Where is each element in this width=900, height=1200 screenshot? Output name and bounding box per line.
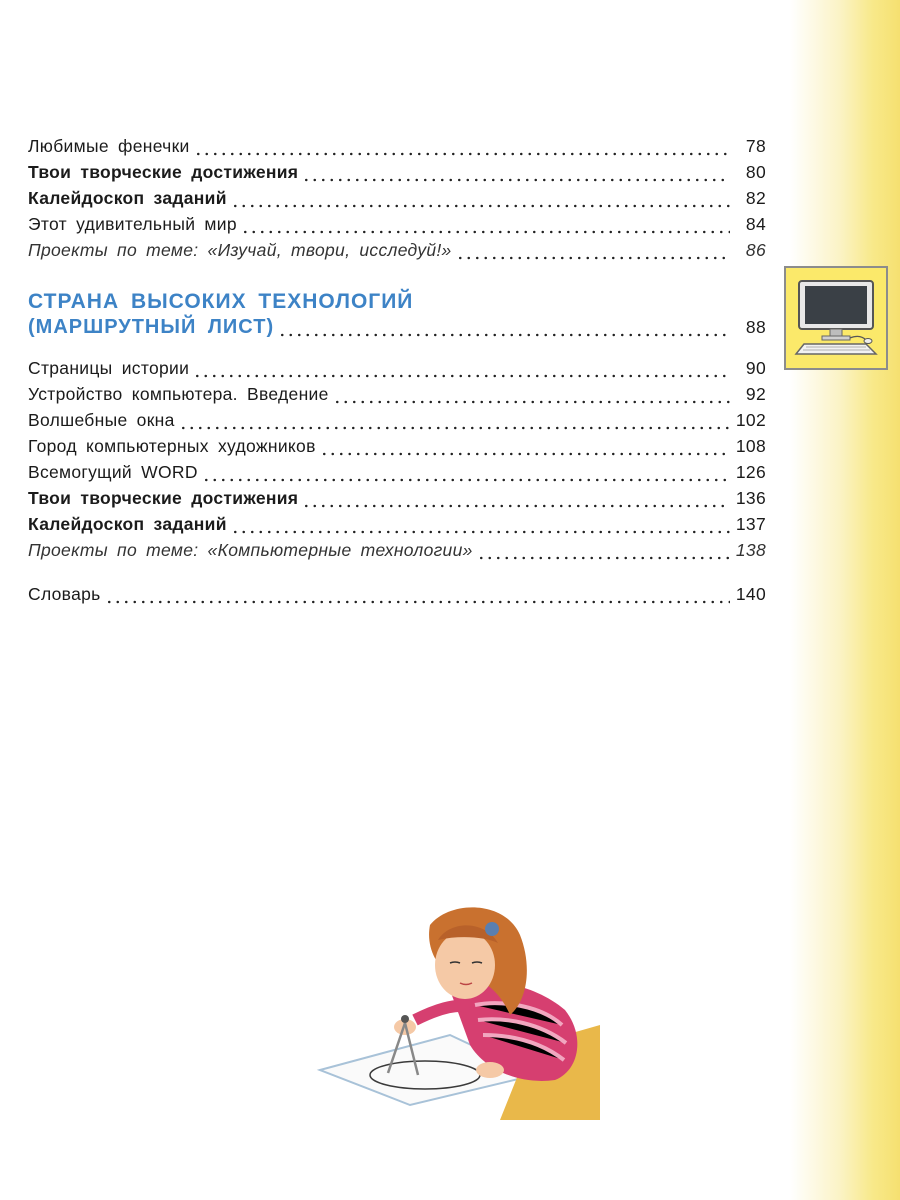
dot-leader xyxy=(231,204,730,208)
toc-entry-page: 136 xyxy=(735,488,766,508)
toc-entry-page: 84 xyxy=(745,214,766,234)
toc-entry[interactable] xyxy=(28,136,766,162)
section-page-number: 88 xyxy=(745,317,766,337)
toc-entry-title: Город компьютерных художников xyxy=(28,436,316,456)
computer-monitor-icon xyxy=(784,266,888,370)
toc-entry-title: Проекты по теме: «Изучай, твори, исследуй!» xyxy=(28,240,452,260)
dot-leader xyxy=(278,333,730,337)
toc-entry-page: 80 xyxy=(745,162,766,182)
dot-leader xyxy=(231,530,730,534)
toc-entry[interactable] xyxy=(28,514,766,540)
toc-entry-page: 138 xyxy=(735,540,766,560)
dot-leader xyxy=(193,374,730,378)
table-of-contents xyxy=(28,136,766,610)
toc-entry[interactable] xyxy=(28,240,766,266)
dot-leader xyxy=(194,152,730,156)
toc-entry[interactable] xyxy=(28,462,766,488)
toc-entry-page: 126 xyxy=(735,462,766,482)
toc-entry-title: Калейдоскоп заданий xyxy=(28,188,227,208)
toc-entry-glossary[interactable] xyxy=(28,584,766,610)
toc-entry[interactable] xyxy=(28,162,766,188)
toc-entry-title: Этот удивительный мир xyxy=(28,214,237,234)
toc-entry[interactable] xyxy=(28,384,766,410)
girl-drawing-illustration xyxy=(300,895,600,1125)
toc-entry[interactable] xyxy=(28,214,766,240)
toc-entry-title: Словарь xyxy=(28,584,101,604)
dot-leader xyxy=(105,600,730,604)
section-title-line1: СТРАНА ВЫСОКИХ ТЕХНОЛОГИЙ xyxy=(28,290,414,313)
toc-entry[interactable] xyxy=(28,540,766,566)
toc-entry-title: Волшебные окна xyxy=(28,410,175,430)
toc-group-2 xyxy=(28,358,766,566)
dot-leader xyxy=(241,230,730,234)
toc-entry[interactable] xyxy=(28,436,766,462)
toc-entry-title: Твои творческие достижения xyxy=(28,162,299,182)
toc-entry-page: 140 xyxy=(735,584,766,604)
toc-entry-page: 102 xyxy=(735,410,766,430)
toc-entry-title: Всемогущий WORD xyxy=(28,462,198,482)
page-edge-tint xyxy=(790,0,900,1200)
toc-entry-page: 108 xyxy=(735,436,766,456)
section-heading[interactable] xyxy=(28,288,766,344)
toc-entry-title: Калейдоскоп заданий xyxy=(28,514,227,534)
toc-entry-page: 137 xyxy=(735,514,766,534)
toc-entry[interactable] xyxy=(28,188,766,214)
dot-leader xyxy=(320,452,730,456)
toc-entry[interactable] xyxy=(28,358,766,384)
toc-entry[interactable] xyxy=(28,488,766,514)
dot-leader xyxy=(477,556,730,560)
toc-entry-page: 86 xyxy=(745,240,766,260)
dot-leader xyxy=(179,426,730,430)
toc-entry-page: 92 xyxy=(745,384,766,404)
toc-entry-title: Устройство компьютера. Введение xyxy=(28,384,329,404)
toc-group-1 xyxy=(28,136,766,266)
dot-leader xyxy=(333,400,730,404)
toc-entry-page: 90 xyxy=(745,358,766,378)
section-title-line2: (МАРШРУТНЫЙ ЛИСТ) xyxy=(28,316,275,338)
dot-leader xyxy=(456,256,730,260)
toc-entry-title: Страницы истории xyxy=(28,358,190,378)
toc-entry-title: Проекты по теме: «Компьютерные технологии» xyxy=(28,540,473,560)
toc-entry-title: Любимые фенечки xyxy=(28,136,190,156)
toc-entry-page: 82 xyxy=(745,188,766,208)
dot-leader xyxy=(302,504,730,508)
toc-entry[interactable] xyxy=(28,410,766,436)
dot-leader xyxy=(302,178,730,182)
toc-entry-title: Твои творческие достижения xyxy=(28,488,299,508)
dot-leader xyxy=(202,478,730,482)
toc-entry-page: 78 xyxy=(745,136,766,156)
